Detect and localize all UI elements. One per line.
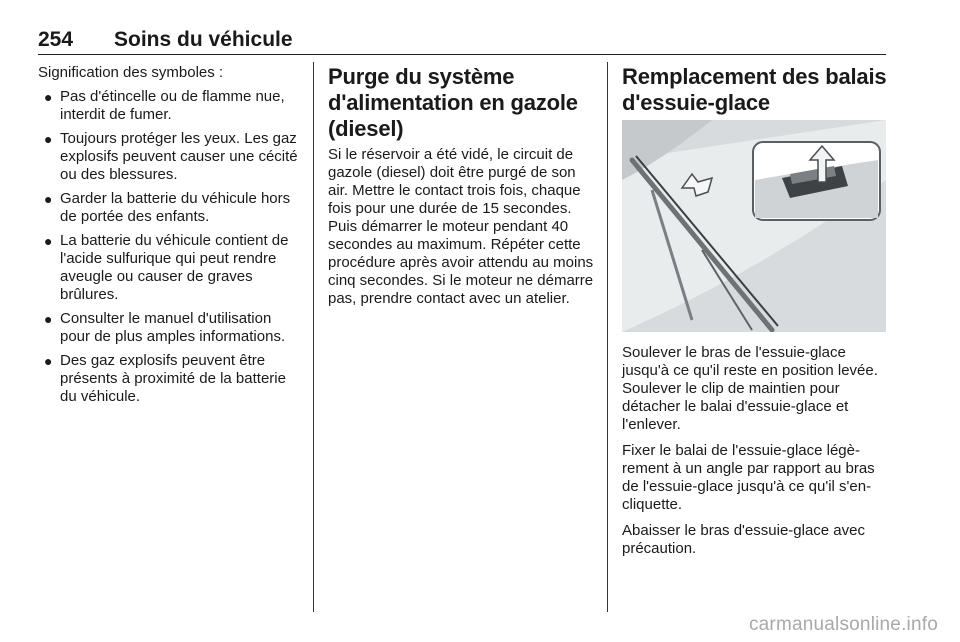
paragraph-diesel-purge: Si le réservoir a été vidé, le circuit de gazole (diesel) doit être purgé de son air. Mettre le contact trois fois, chaque fois pour une durée de 15 secondes. Puis démarrer le moteur pendant 40 secondes au maximum. Répéter cette procédure après avoir attendu au moins cinq secondes. Si le moteur ne démarre pas, prendre contact avec un atelier. xyxy=(328,146,594,307)
wiper-illustration xyxy=(622,120,886,332)
list-item: ● Toujours protéger les yeux. Les gaz explosifs peuvent causer une cécité ou des blessures. xyxy=(44,130,298,183)
list-item: ● Consulter le manuel d'utilisation pour de plus amples informations. xyxy=(44,310,286,345)
page-number: 254 xyxy=(38,28,74,51)
list-item: ● Garder la batterie du véhicule hors de portée des enfants. xyxy=(44,190,291,225)
bullet-icon: ● xyxy=(44,191,53,207)
symbols-list xyxy=(38,88,300,406)
column-safety-symbols xyxy=(38,64,300,412)
paragraph-wiper-1: Soulever le bras de l'essuie-glace jusqu'à ce qu'il reste en position levée. Soulever le clip de maintien pour détacher le balai d'essuie-glace et l'enlever. xyxy=(622,344,878,433)
wiper-drawing-icon xyxy=(622,120,886,332)
list-item: ● La batterie du véhicule contient de l'acide sulfurique qui peut rendre aveugle ou causer de graves brûlures. xyxy=(44,232,289,303)
bullet-icon: ● xyxy=(44,131,53,147)
bullet-icon: ● xyxy=(44,353,53,369)
column-wiper-replacement xyxy=(622,64,888,566)
heading-wiper-replacement: Remplacement des balais d'essuie-glace xyxy=(622,64,887,115)
column-diesel-purge xyxy=(328,64,594,316)
symbols-intro: Signification des symboles : xyxy=(38,64,224,81)
heading-diesel-purge: Purge du système d'alimentation en gazole (diesel) xyxy=(328,64,578,141)
paragraph-wiper-3: Abaisser le bras d'essuie-glace avec précaution. xyxy=(622,522,865,557)
paragraph-wiper-2: Fixer le balai de l'essuie-glace légèrement à un angle par rapport au bras de l'essuie-glace jusqu'à ce qu'il s'encliquette. xyxy=(622,442,875,513)
bullet-icon: ● xyxy=(44,311,53,327)
page-header xyxy=(38,28,886,55)
watermark: carmanualsonline.info xyxy=(748,614,938,635)
column-divider xyxy=(607,62,608,612)
bullet-icon: ● xyxy=(44,89,53,105)
column-divider xyxy=(313,62,314,612)
list-item: ● Des gaz explosifs peuvent être présents à proximité de la batterie du véhicule. xyxy=(44,352,286,405)
section-title: Soins du véhicule xyxy=(114,28,293,51)
list-item: ● Pas d'étincelle ou de flamme nue, interdit de fumer. xyxy=(44,88,285,123)
bullet-icon: ● xyxy=(44,233,53,249)
